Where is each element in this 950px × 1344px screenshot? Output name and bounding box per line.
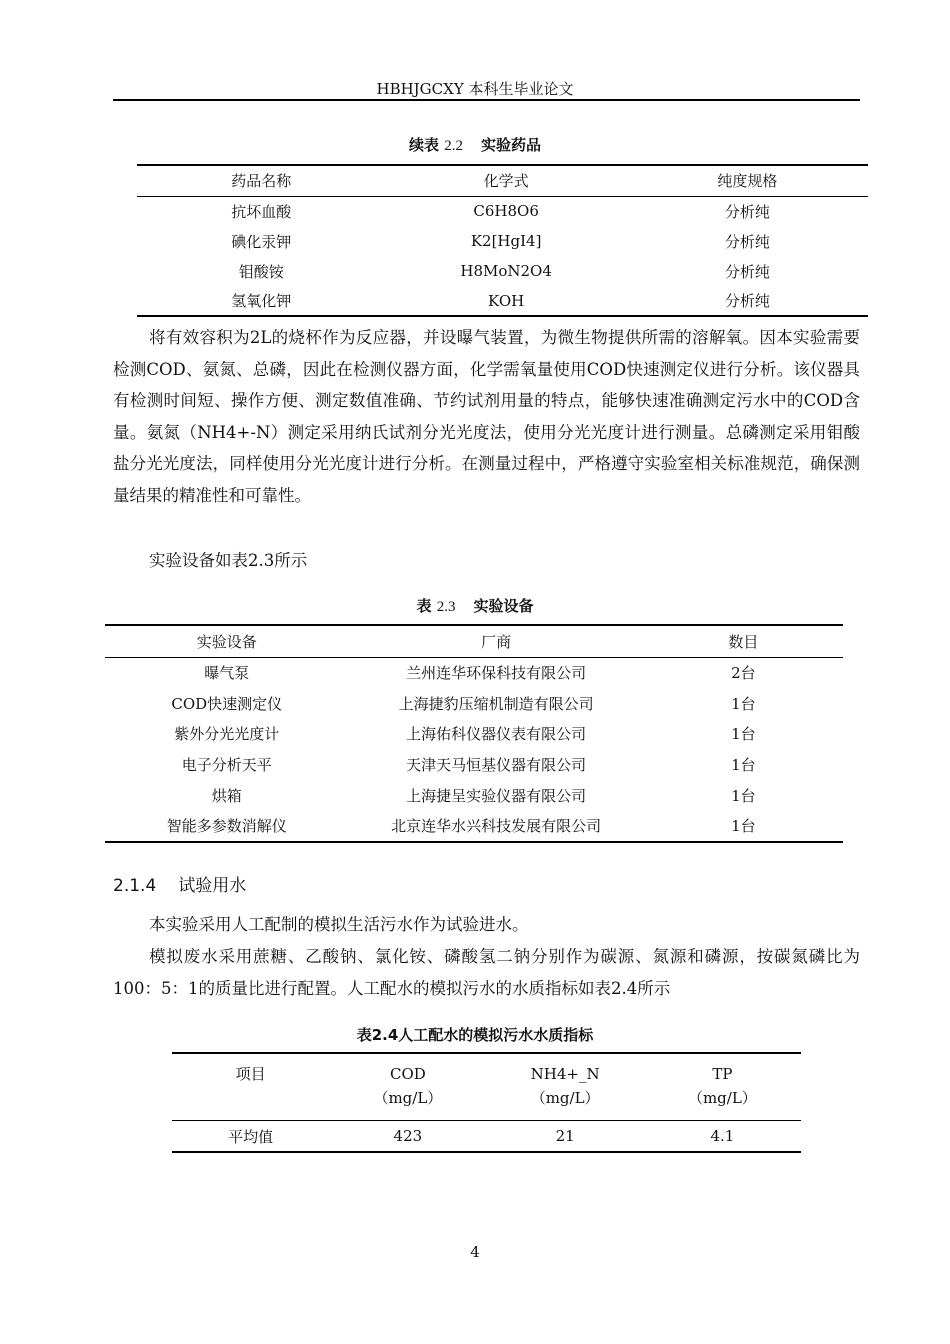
table-row xyxy=(137,256,868,286)
table-2-3-caption xyxy=(0,595,950,616)
column-header: 纯度规格 xyxy=(627,165,868,196)
table-cell: 兰州连华环保科技有限公司 xyxy=(406,664,587,683)
table-cell: 1台 xyxy=(731,756,756,775)
table-cell: 碘化汞钾 xyxy=(231,232,292,251)
column-header-unit: （mg/L） xyxy=(373,1089,443,1107)
table-cell: C6H8O6 xyxy=(473,202,539,221)
column-header-name: 项目 xyxy=(235,1065,266,1083)
table-cell: K2[HgI4] xyxy=(470,232,542,250)
table-2-2-caption xyxy=(0,134,950,155)
column-header-unit: （mg/L） xyxy=(530,1089,600,1107)
table-row xyxy=(105,749,843,780)
table-row xyxy=(105,657,843,688)
table-cell: 天津天马恒基仪器有限公司 xyxy=(406,756,587,775)
table-cell: 423 xyxy=(329,1121,486,1153)
table-cell: 平均值 xyxy=(172,1121,329,1153)
table-cell: 北京连华水兴科技发展有限公司 xyxy=(349,811,644,842)
table-row xyxy=(105,811,843,842)
table-cell: 分析纯 xyxy=(627,286,868,316)
page-header-title: HBHJGCXY 本科生毕业论文 xyxy=(376,80,574,98)
table-2-4-caption: 表2.4人工配水的模拟污水水质指标 xyxy=(356,1026,594,1044)
table-cell: 分析纯 xyxy=(724,262,770,281)
column-header xyxy=(172,1053,329,1121)
table-cell: 1台 xyxy=(731,787,756,806)
table-2-2-caption-prefix: 续表 xyxy=(408,136,439,154)
table-row xyxy=(137,286,868,316)
column-header xyxy=(487,1053,644,1121)
page-number: 4 xyxy=(470,1243,480,1261)
table-cell: 1台 xyxy=(644,811,843,842)
table-cell: 氢氧化钾 xyxy=(137,286,386,316)
table-2-2-caption-number: 2.2 xyxy=(444,138,463,154)
table-2-2 xyxy=(137,164,868,317)
table-cell: 21 xyxy=(487,1121,644,1153)
table-row xyxy=(137,196,868,226)
table-cell: KOH xyxy=(386,286,627,316)
column-header: 药品名称 xyxy=(137,165,386,196)
table-cell: 1台 xyxy=(731,694,756,713)
table-cell: 上海捷呈实验仪器有限公司 xyxy=(406,787,587,806)
column-header-name: TP xyxy=(712,1065,733,1083)
table-cell: 上海捷豹压缩机制造有限公司 xyxy=(398,694,594,713)
table-row xyxy=(105,688,843,719)
table-cell: 上海佑科仪器仪表有限公司 xyxy=(406,725,587,744)
column-header-name: COD xyxy=(389,1065,426,1083)
column-header xyxy=(644,1053,801,1121)
table-cell: 紫外分光光度计 xyxy=(174,725,280,744)
column-header: 实验设备 xyxy=(105,625,349,657)
table-cell: 钼酸铵 xyxy=(238,262,284,281)
column-header xyxy=(329,1053,486,1121)
table-cell: 抗坏血酸 xyxy=(231,202,292,221)
column-header-name: NH4+_N xyxy=(530,1065,600,1083)
column-header: 厂商 xyxy=(349,625,644,657)
table-2-3-caption-number: 2.3 xyxy=(436,599,456,615)
column-header: 化学式 xyxy=(386,165,627,196)
table-cell: 4.1 xyxy=(644,1121,801,1153)
table-row xyxy=(105,719,843,750)
table-cell: H8MoN2O4 xyxy=(460,262,552,280)
table-2-2-caption-title: 实验药品 xyxy=(480,136,541,154)
column-header-unit: （mg/L） xyxy=(687,1089,757,1107)
table-cell: 智能多参数消解仪 xyxy=(105,811,349,842)
table-cell: 曝气泵 xyxy=(204,664,250,683)
column-header: 数目 xyxy=(644,625,843,657)
table-2-3-caption-title: 实验设备 xyxy=(473,597,534,615)
table-cell: 电子分析天平 xyxy=(181,756,272,775)
table-header-row xyxy=(105,625,843,657)
table-row xyxy=(172,1121,801,1153)
table-cell: 分析纯 xyxy=(724,232,770,251)
table-header-row xyxy=(172,1053,801,1121)
table-row xyxy=(105,780,843,811)
table-header-row xyxy=(137,165,868,196)
section-number: 2.1.4 xyxy=(113,876,157,896)
table-cell: COD快速测定仪 xyxy=(171,694,283,713)
table-cell: 烘箱 xyxy=(211,787,242,806)
body-paragraph: 实验设备如表2.3所示 xyxy=(149,551,308,570)
section-heading xyxy=(113,871,246,896)
table-2-3 xyxy=(105,624,843,843)
table-cell: 1台 xyxy=(731,725,756,744)
table-cell: 2台 xyxy=(731,664,756,683)
table-2-3-caption-prefix: 表 xyxy=(416,597,432,615)
body-paragraph: 将有效容积为2L的烧杯作为反应器，并设曝气装置，为微生物提供所需的溶解氧。因本实验需要检测COD、氨氮、总磷，因此在检测仪器方面，化学需氧量使用COD快速测定仪进行分析。该仪器具有检测时间短、操作方便、测定数值准确、节约试剂用量的特点，能够快速准确测定污水中的COD含量。氨氮（NH4+-N）测定采用纳氏试剂分光光度法，使用分光光度计进行测量。总磷测定采用钼酸盐分光光度法，同样使用分光光度计进行分析。在测量过程中，严格遵守实验室相关标准规范，确保测量结果的精准性和可靠性。 xyxy=(113,328,860,505)
body-paragraph: 模拟废水采用蔗糖、乙酸钠、氯化铵、磷酸氢二钠分别作为碳源、氮源和磷源，按碳氮磷比为100：5：1的质量比进行配置。人工配水的模拟污水的水质指标如表2.4所示 xyxy=(113,947,860,998)
header-rule xyxy=(113,99,860,101)
table-cell: 分析纯 xyxy=(724,202,770,221)
table-2-4 xyxy=(172,1052,801,1153)
body-paragraph: 本实验采用人工配制的模拟生活污水作为试验进水。 xyxy=(149,915,529,934)
section-title: 试验用水 xyxy=(178,876,247,896)
table-row xyxy=(137,226,868,256)
